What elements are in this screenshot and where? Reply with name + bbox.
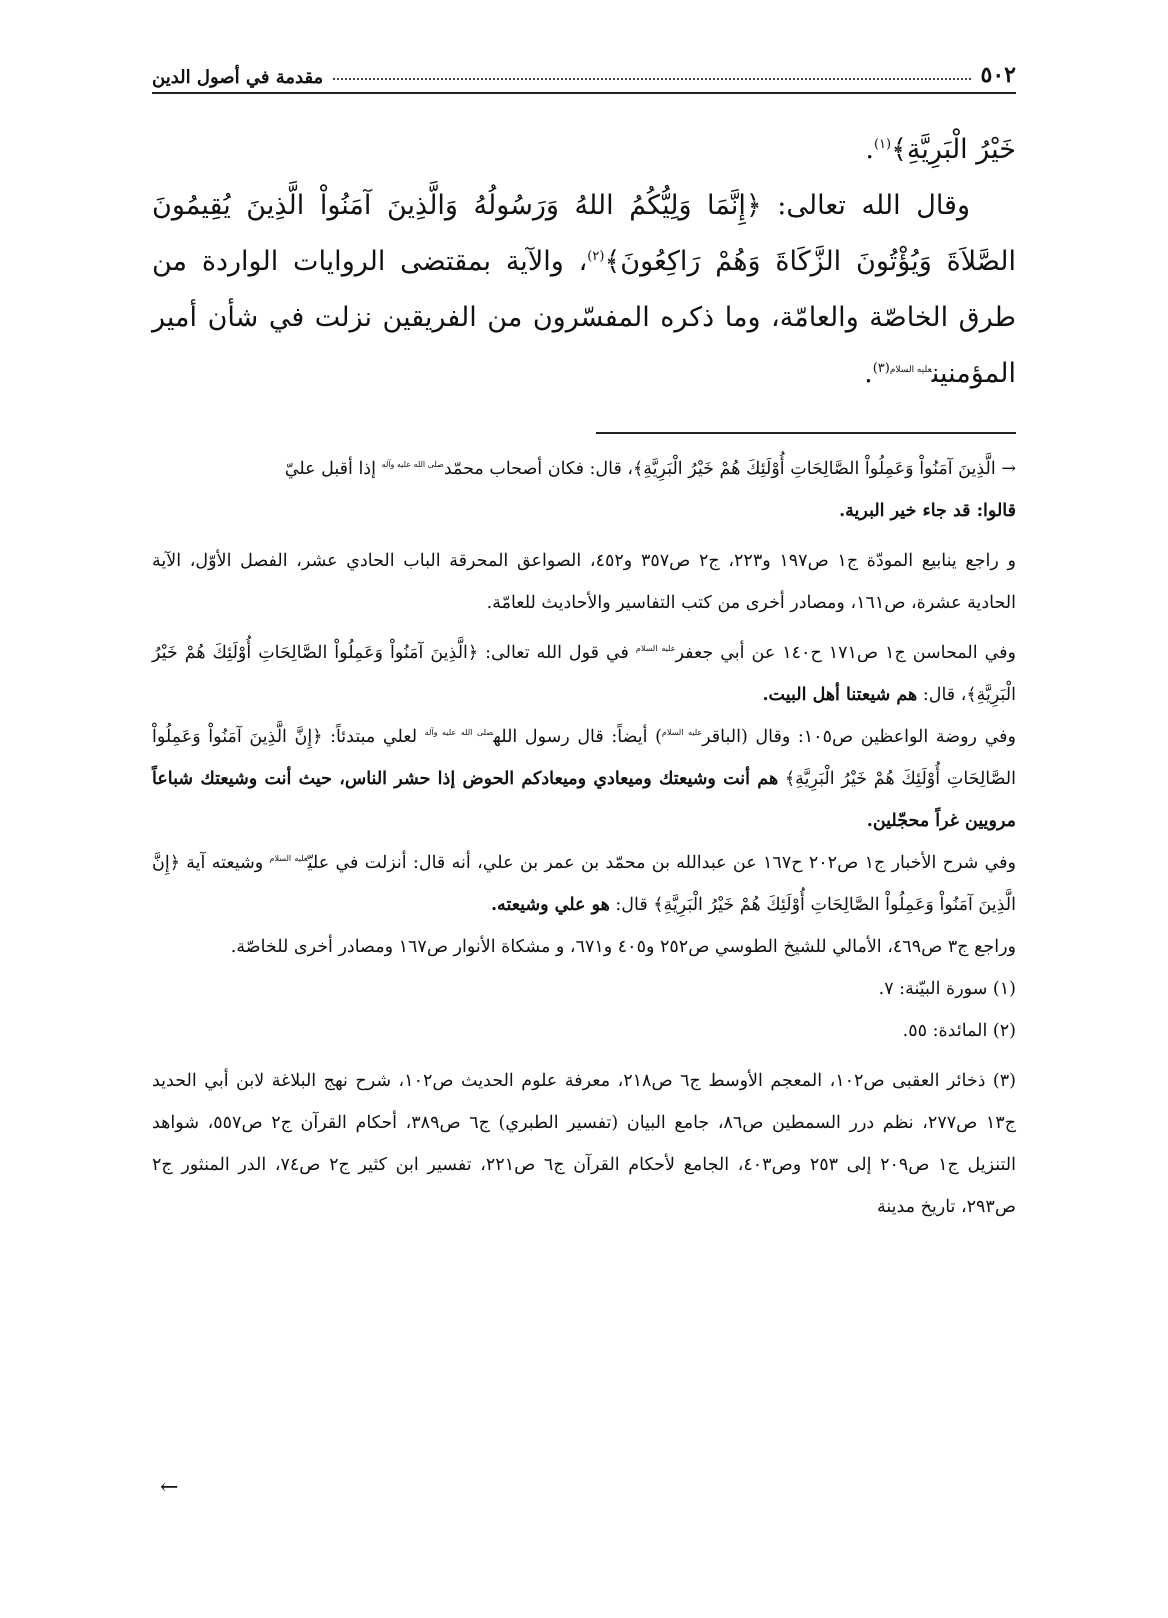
footnote-continuation	[152, 448, 1016, 490]
footnote-text: ) أيضاً: قال رسول الله	[493, 727, 662, 747]
footnote-paragraph	[152, 716, 1016, 842]
footnote-bold-quote: هو علي وشيعته.	[490, 895, 610, 915]
footnote-text: في قول الله تعالى: ﴿الَّذِينَ آمَنُواْ وَعَمِلُواْ الصَّالِحَاتِ أُوْلَئِكَ هُمْ خَيْرُ الْبَرِيَّةِ﴾، قال:	[152, 643, 1016, 705]
footnote-bold-quote: قالوا: قد جاء خير البرية.	[839, 501, 1016, 521]
footnote-ref-3[interactable]: (٣)	[872, 361, 890, 376]
honorific-glyph: عليه السلام	[635, 644, 676, 654]
verse-fragment: خَيْرُ الْبَرِيَّةِ﴾	[891, 134, 1016, 165]
footnote-text: وفي شرح الأخبار ج١ ص٢٠٢ ح١٦٧ عن عبدالله بن محمّد بن عمر بن علي، أنه قال: أنزلت في عليّ	[307, 853, 1017, 873]
footnote-1: (١) سورة البيّنة: ٧.	[878, 979, 1016, 999]
page-number: ٥٠٢	[980, 62, 1016, 88]
footnote-paragraph	[152, 842, 1016, 926]
footnote-bold-quote: هم أنت وشيعتك وميعادي وميعادكم الحوض إذا حشر الناس، حيث أنت وشيعتك شباعاً مرويين غراً محجّلين.	[152, 769, 1016, 831]
running-title: مقدمة في أصول الدين	[152, 67, 324, 88]
main-paragraph	[152, 178, 1016, 402]
continuation-arrow-icon: →	[1001, 459, 1016, 479]
footnote-paragraph: وراجع ج٣ ص٤٦٩، الأمالي للشيخ الطوسي ص٢٥٢ و٤٠٥ و٦٧١، و مشكاة الأنوار ص١٦٧ ومصادر أخرى للخاصّة.	[230, 937, 1016, 957]
page-header	[152, 58, 1016, 94]
footnote-3: (٣) ذخائر العقبى ص١٠٢، المعجم الأوسط ج٦ ص٢١٨، معرفة علوم الحديث ص١٠٢، شرح نهج البلاغة لابن أبي الحديد ج١٣ ص٢٧٧، نظم درر السمطين ص٨٦، جامع البيان (تفسير الطبري) ج٦ ص٣٨٩، أحكام القرآن ج٢ ص٥٥٧، شواهد التنزيل ج١ ص٢٠٩ إلى ٢٥٣ وص٤٠٣، الجامع لأحكام القرآن ج٦ ص٢٢١، تفسير ابن كثير ج٢ ص٧٤، الدر المنثور ج٢ ص٢٩٣، تاريخ مدينة	[152, 1071, 1016, 1217]
honorific-glyph: عليه السلام	[269, 854, 308, 864]
footnote-text: وفي روضة الواعظين ص١٠٥: وقال (الباقر	[702, 727, 1016, 747]
footnote-text: وفي المحاسن ج١ ص١٧١ ح١٤٠ عن أبي جعفر	[675, 643, 1016, 663]
verse-text: وقال الله تعالى: ﴿إِنَّمَا وَلِيُّكُمُ اللهُ وَرَسُولُهُ وَالَّذِينَ آمَنُواْ الَّذِينَ يُقِيمُونَ الصَّلاَةَ وَيُؤْتُونَ الزَّكَاةَ وَهُمْ رَاكِعُونَ﴾	[152, 190, 1016, 277]
footnote-text: إذا أقبل عليّ	[284, 459, 382, 479]
commentary-text: ، والآية بمقتضى الروايات الواردة من طرق الخاصّة والعامّة، وما ذكره المفسّرون من الفريقين نزلت في شأن أمير المؤمنين	[152, 246, 1016, 389]
honorific-glyph: عليه السلام	[661, 728, 703, 738]
continued-arrow-icon: ←	[160, 1475, 179, 1500]
footnotes-section	[152, 448, 1016, 1228]
footnote-paragraph	[152, 632, 1016, 716]
header-dotted-leader	[333, 78, 970, 80]
footnote-ref-1[interactable]: (١)	[873, 137, 892, 152]
footnote-paragraph: و راجع ينابيع المودّة ج١ ص١٩٧ و٢٢٣، ج٢ ص٣٥٧ و٤٥٢، الصواعق المحرقة الباب الحادي عشر، الفصل الأوّل، الآية الحادية عشرة، ص١٦١، ومصادر أخرى من كتب التفاسير والأحاديث للعامّة.	[152, 551, 1016, 613]
footnote-ref-2[interactable]: (٢)	[587, 249, 605, 264]
honorific-glyph: صلى الله عليه وآله	[424, 728, 494, 738]
footnote-divider	[596, 432, 1016, 434]
honorific-glyph: عليه السلام	[889, 365, 932, 375]
honorific-glyph: صلى الله عليه وآله	[381, 460, 444, 470]
footnote-text: وشيعته آية ﴿إِنَّ الَّذِينَ آمَنُواْ وَعَمِلُواْ الصَّالِحَاتِ أُوْلَئِكَ هُمْ خَيْرُ الْبَرِيَّةِ﴾ قال:	[152, 853, 1016, 915]
sentence-end: .	[864, 358, 873, 389]
footnote-bold-quote: هم شيعتنا أهل البيت.	[762, 685, 918, 705]
verse-ending-line: خَيْرُ الْبَرِيَّةِ﴾$^{(١)}$.	[865, 134, 1016, 165]
footnote-2: (٢) المائدة: ٥٥.	[902, 1021, 1016, 1041]
footnote-text: الَّذِينَ آمَنُواْ وَعَمِلُواْ الصَّالِحَاتِ أُوْلَئِكَ هُمْ خَيْرُ الْبَرِيَّةِ﴾، قال: فكان أصحاب محمّد	[443, 459, 996, 479]
footnote-text: لعلي مبتدئاً: ﴿إِنَّ الَّذِينَ آمَنُواْ وَعَمِلُواْ الصَّالِحَاتِ أُوْلَئِكَ هُمْ خَيْرُ الْبَرِيَّةِ﴾	[152, 727, 1016, 789]
main-text	[152, 122, 1016, 402]
